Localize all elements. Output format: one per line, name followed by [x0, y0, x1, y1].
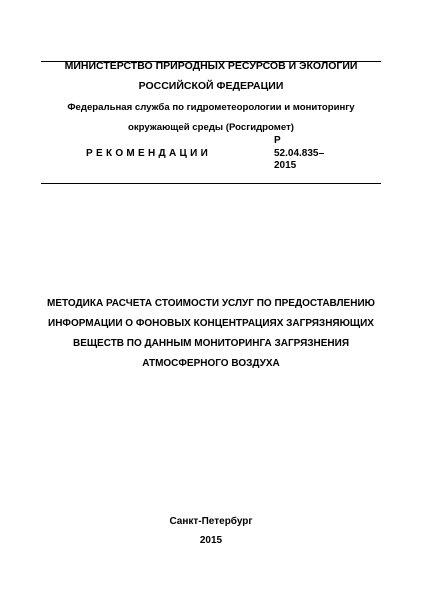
- imprint-city: Санкт-Петербург: [169, 516, 253, 527]
- document-number: [274, 135, 324, 173]
- imprint: [41, 512, 381, 550]
- ministry-name-line2: РОССИЙСКОЙ ФЕДЕРАЦИИ: [138, 80, 284, 92]
- title-line4: АТМОСФЕРНОГО ВОЗДУХА: [142, 358, 280, 369]
- document-number-prefix: Р: [274, 135, 281, 146]
- document-type-label: РЕКОМЕНДАЦИИ: [86, 148, 212, 159]
- title-line1: МЕТОДИКА РАСЧЕТА СТОИМОСТИ УСЛУГ ПО ПРЕДОСТАВЛЕНИЮ: [47, 298, 375, 309]
- bottom-rule: [41, 183, 381, 184]
- ministry-name-line1: МИНИСТЕРСТВО ПРИРОДНЫХ РЕСУРСОВ И ЭКОЛОГИИ: [64, 60, 358, 72]
- document-number-code: 52.04.835–: [274, 147, 325, 159]
- document-number-year: 2015: [274, 160, 297, 171]
- title-line3: ВЕЩЕСТВ ПО ДАННЫМ МОНИТОРИНГА ЗАГРЯЗНЕНИЯ: [72, 338, 350, 349]
- service-name-line2: окружающей среды (Росгидромет): [128, 122, 294, 133]
- document-title: [41, 294, 381, 374]
- service-name-line1: Федеральная служба по гидрометеорологии и мониторингу: [67, 102, 355, 113]
- issuing-authority: [41, 58, 381, 136]
- title-line2: ИНФОРМАЦИИ О ФОНОВЫХ КОНЦЕНТРАЦИЯХ ЗАГРЯЗНЯЮЩИХ: [48, 318, 374, 329]
- imprint-year: 2015: [199, 535, 223, 546]
